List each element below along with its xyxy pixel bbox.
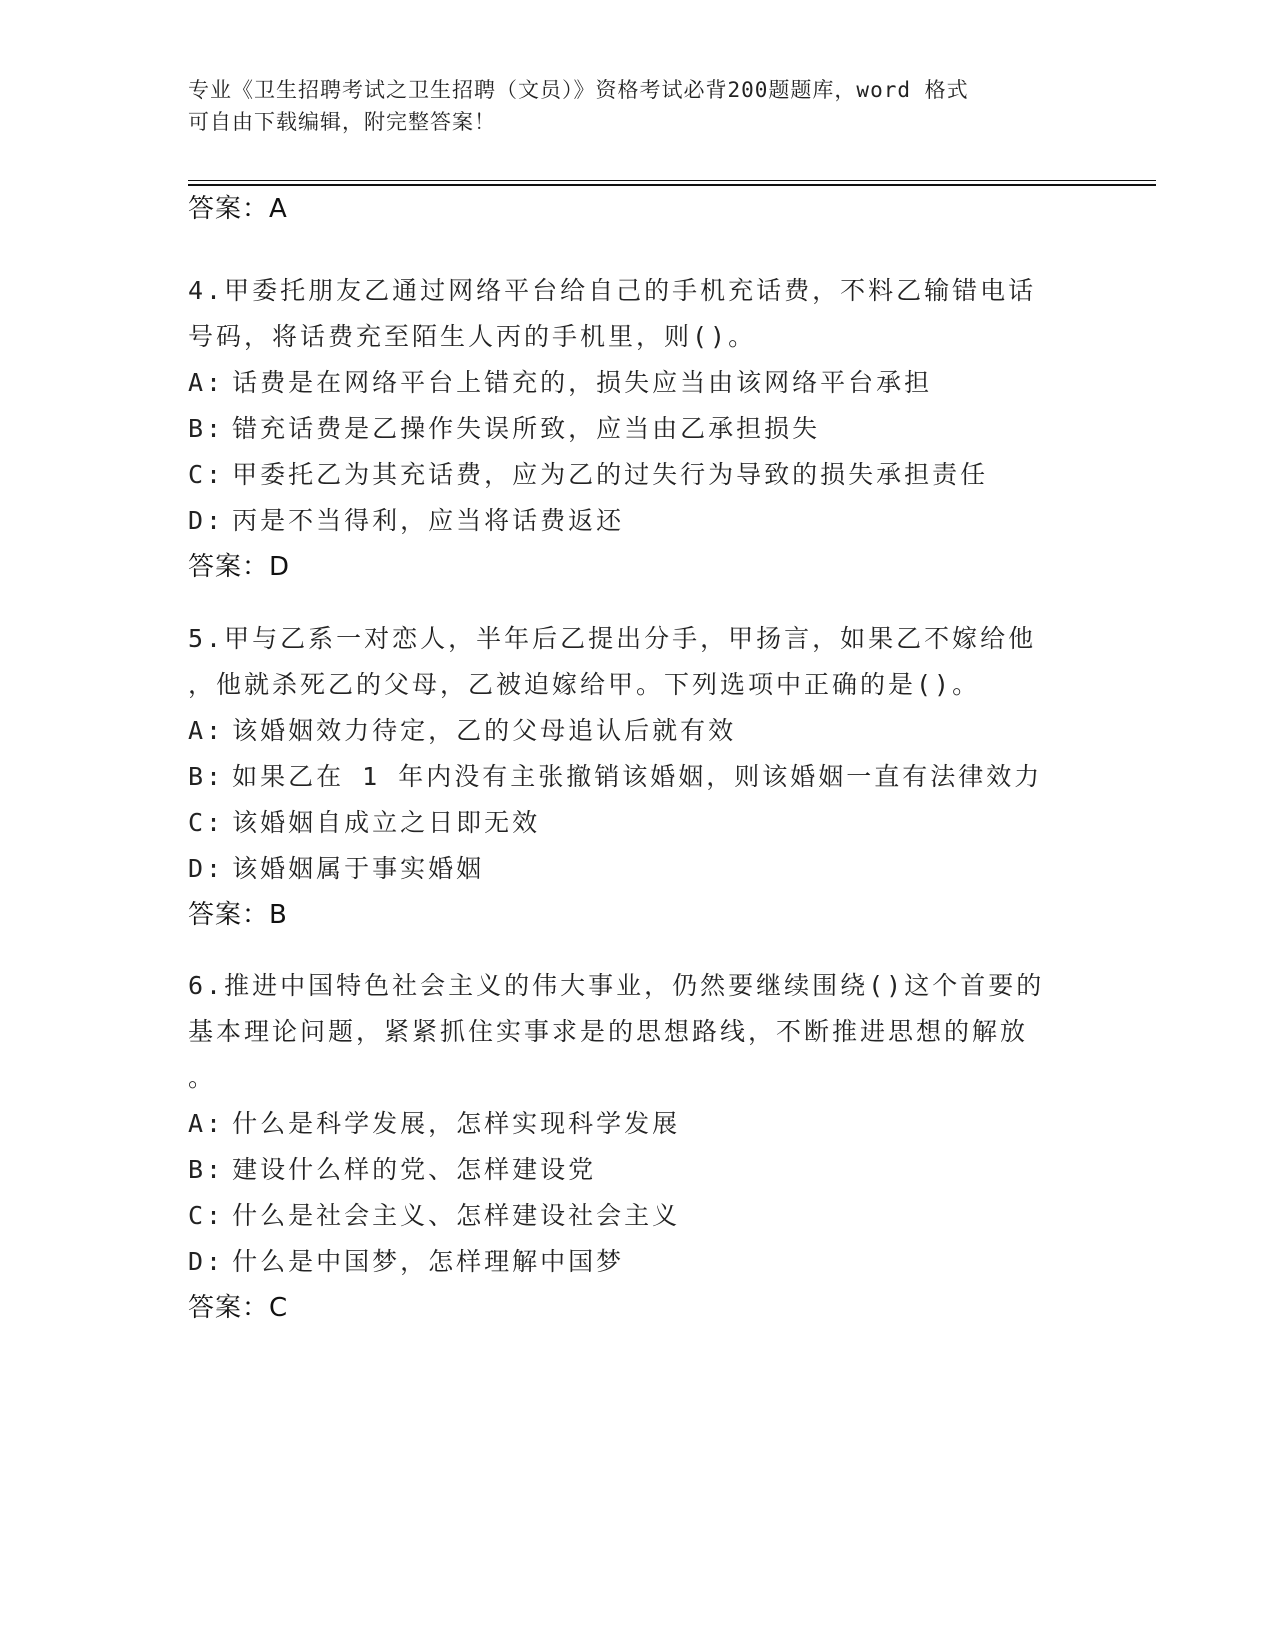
answer-label: 答案：A [188,194,288,224]
option-key: C: [188,808,225,837]
option-b [188,1147,1078,1193]
option-d [188,498,1078,544]
option-key: C: [188,1201,225,1230]
option-key: A: [188,368,225,397]
option-text: 什么是科学发展，怎样实现科学发展 [232,1109,681,1138]
question-6 [188,963,1078,1331]
answer-label: 答案：D [188,552,291,582]
option-key: B: [188,414,225,443]
option-a [188,1101,1078,1147]
option-text: 该婚姻属于事实婚姻 [232,854,485,883]
option-d [188,1239,1078,1285]
question-stem-line: 4.甲委托朋友乙通过网络平台给自己的手机充话费，不料乙输错电话 [188,276,1037,305]
option-key: D: [188,1247,225,1276]
question-stem-line: 基本理论问题，紧紧抓住实事求是的思想路线，不断推进思想的解放 [188,1017,1029,1046]
header-line-2: 可自由下载编辑，附完整答案！ [188,110,496,134]
option-text: 该婚姻自成立之日即无效 [232,808,541,837]
option-text: 话费是在网络平台上错充的，损失应当由该网络平台承担 [232,368,933,397]
option-key: C: [188,460,225,489]
option-key: B: [188,1155,225,1184]
option-key: A: [188,716,225,745]
option-a [188,708,1078,754]
previous-answer [188,186,1078,232]
option-d [188,846,1078,892]
option-key: D: [188,854,225,883]
option-c [188,452,1078,498]
option-c [188,1193,1078,1239]
question-4 [188,268,1078,590]
header-rule-thin [188,180,1156,181]
header-line-1: 专业《卫生招聘考试之卫生招聘（文员）》资格考试必背200题题库，word 格式 [188,78,969,102]
document-header [188,74,1068,138]
option-text: 什么是中国梦，怎样理解中国梦 [232,1247,625,1276]
option-text: 该婚姻效力待定，乙的父母追认后就有效 [232,716,737,745]
answer-label: 答案：C [188,1293,289,1323]
option-text: 建设什么样的党、怎样建设党 [232,1155,597,1184]
question-stem-line: 号码，将话费充至陌生人丙的手机里，则()。 [188,322,757,351]
option-b [188,754,1078,800]
question-5 [188,616,1078,938]
option-b [188,406,1078,452]
answer-label: 答案：B [188,900,288,930]
question-stem-line: 6.推进中国特色社会主义的伟大事业，仍然要继续围绕()这个首要的 [188,971,1045,1000]
option-text: 甲委托乙为其充话费，应为乙的过失行为导致的损失承担责任 [232,460,989,489]
option-a [188,360,1078,406]
option-text: 什么是社会主义、怎样建设社会主义 [232,1201,681,1230]
option-text: 错充话费是乙操作失误所致，应当由乙承担损失 [232,414,821,443]
option-text: 丙是不当得利，应当将话费返还 [232,506,625,535]
option-key: A: [188,1109,225,1138]
option-c [188,800,1078,846]
question-stem-line: ，他就杀死乙的父母，乙被迫嫁给甲。下列选项中正确的是()。 [188,670,981,699]
option-key: B: [188,762,225,791]
option-text: 如果乙在 1 年内没有主张撤销该婚姻，则该婚姻一直有法律效力 [232,762,1043,791]
option-key: D: [188,506,225,535]
question-stem-line: 5.甲与乙系一对恋人，半年后乙提出分手，甲扬言，如果乙不嫁给他 [188,624,1037,653]
question-stem-line: 。 [188,1063,217,1092]
